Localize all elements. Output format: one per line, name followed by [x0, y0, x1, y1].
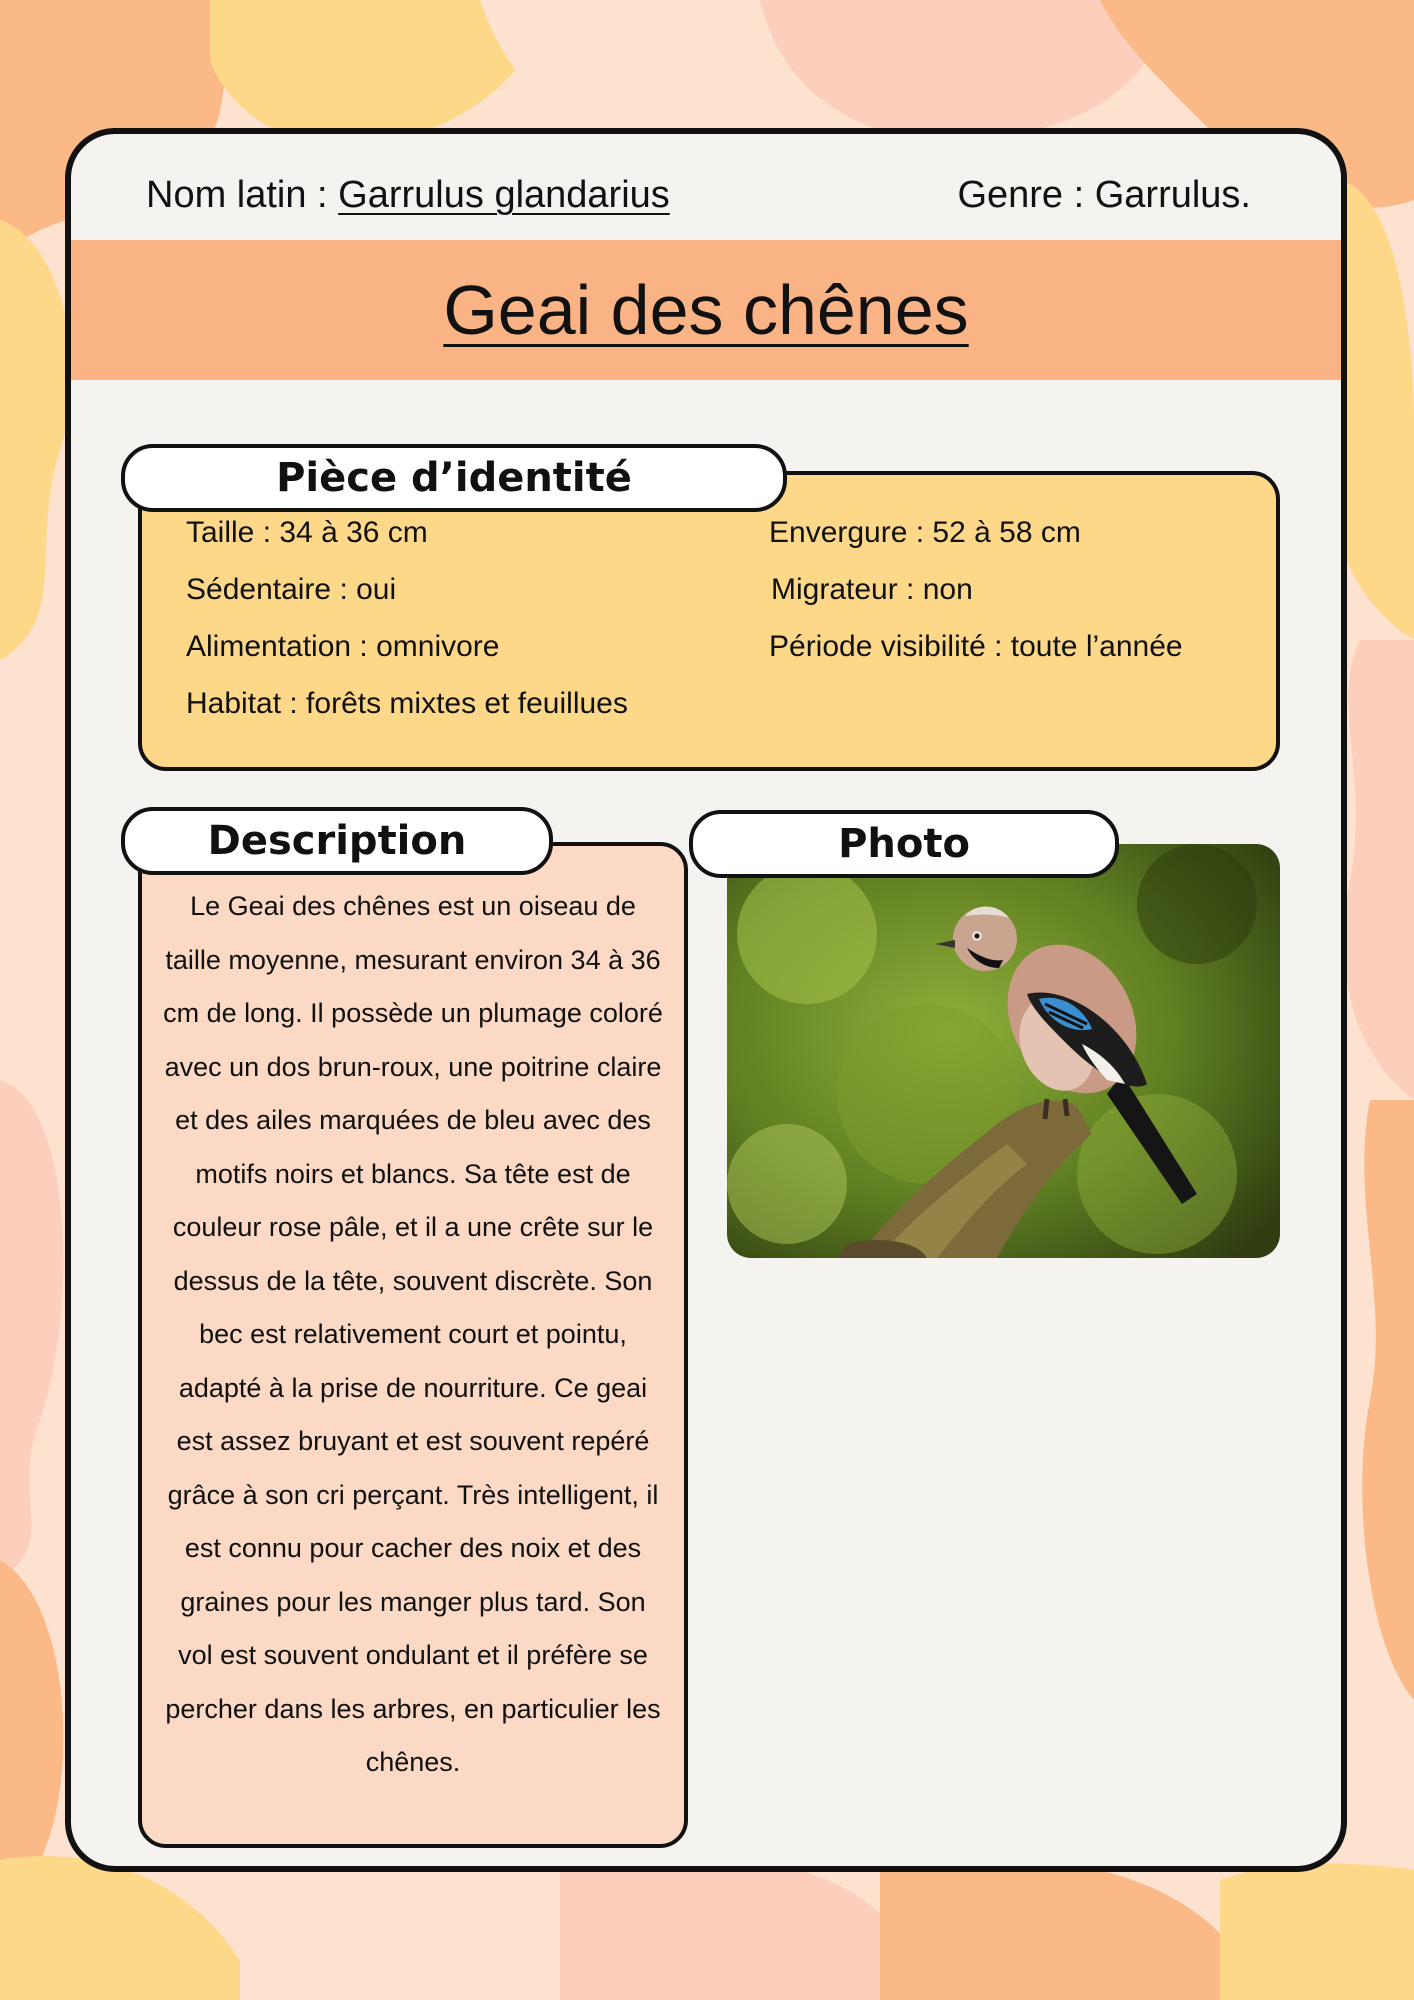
page-title: Geai des chênes	[443, 271, 969, 349]
identity-heading: Pièce d’identité	[121, 444, 787, 512]
field-taille: Taille : 34 à 36 cm	[186, 516, 428, 549]
header-line	[71, 174, 1341, 234]
jay-illustration	[727, 844, 1280, 1258]
field-habitat: Habitat : forêts mixtes et feuillues	[186, 687, 628, 720]
latin-name-value: Garrulus glandarius	[338, 174, 670, 216]
description-box	[138, 842, 688, 1848]
field-alimentation: Alimentation : omnivore	[186, 630, 500, 663]
latin-name	[146, 174, 670, 217]
field-migrateur: Migrateur : non	[771, 573, 973, 606]
latin-name-label: Nom latin :	[146, 174, 339, 216]
title-band	[71, 240, 1341, 380]
genus: Genre : Garrulus.	[957, 174, 1251, 216]
field-envergure: Envergure : 52 à 58 cm	[769, 516, 1081, 549]
photo-heading: Photo	[689, 810, 1119, 878]
species-card	[65, 128, 1347, 1872]
bird-photo	[727, 844, 1280, 1258]
description-text: Le Geai des chênes est un oiseau de taille moyenne, mesurant environ 34 à 36 cm de long. Il possède un plumage coloré avec un dos brun-roux, une poitrine claire et des ailes marquées de bleu avec des motifs noirs et blancs. Sa tête est de couleur rose pâle, et il a une crête sur le dessus de la tête, souvent discrète. Son bec est relativement court et pointu, adapté à la prise de nourriture. Ce geai est assez bruyant et est souvent repéré grâce à son cri perçant. Très intelligent, il est connu pour cacher des noix et des graines pour les manger plus tard. Son vol est souvent ondulant et il préfère se percher dans les arbres, en particulier les chênes.	[163, 891, 663, 1777]
field-sedentaire: Sédentaire : oui	[186, 573, 397, 606]
field-periode: Période visibilité : toute l’année	[769, 630, 1183, 663]
identity-box	[138, 471, 1280, 771]
description-heading: Description	[121, 807, 553, 875]
